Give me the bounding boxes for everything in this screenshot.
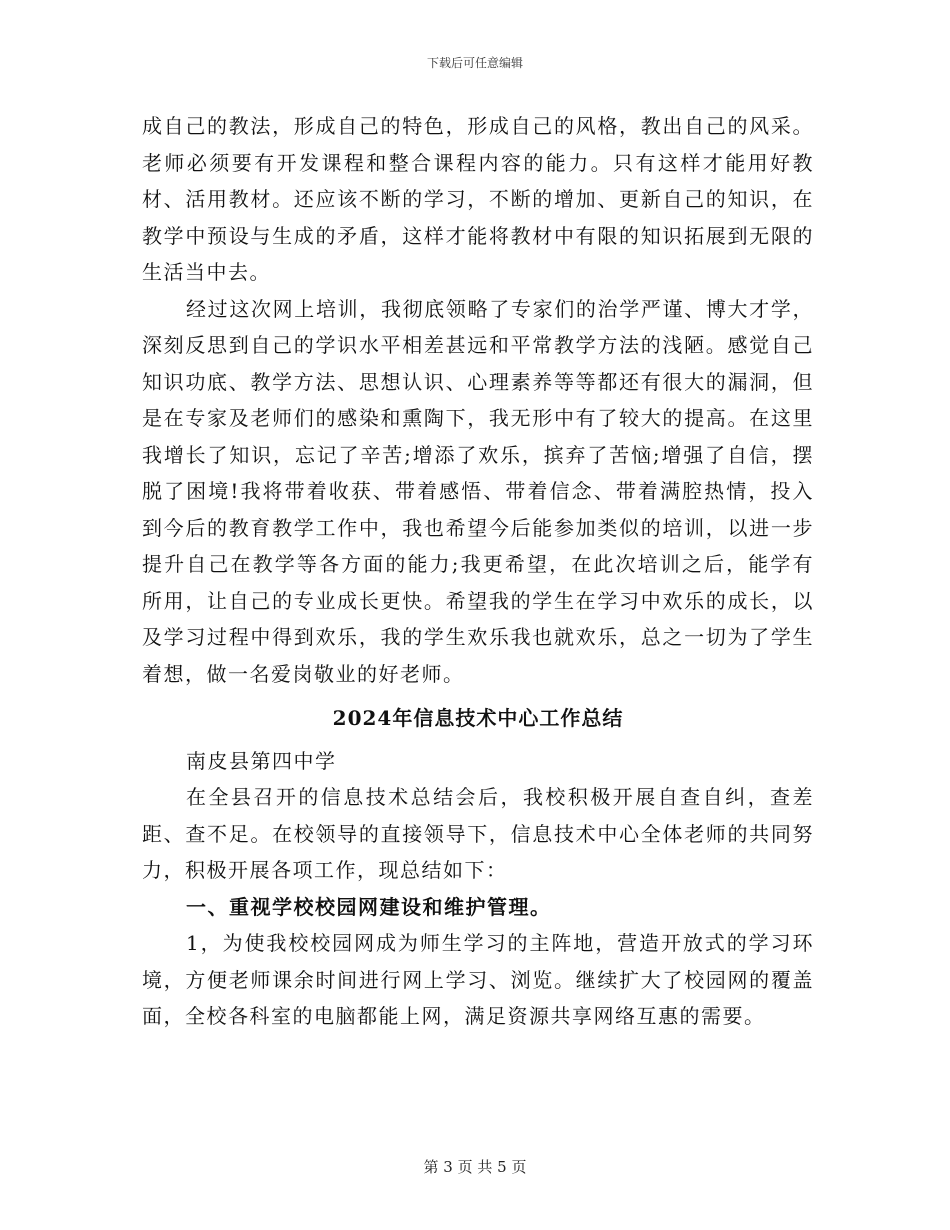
- paragraph-intro: 在全县召开的信息技术总结会后，我校积极开展自查自纠，查差距、查不足。在校领导的直接领导下，信息技术中心全体老师的共同努力，积极开展各项工作，现总结如下：: [142, 785, 814, 882]
- paragraph-continuation: 成自己的教法，形成自己的特色，形成自己的风格，教出自己的风采。老师必须要有开发课程和整合课程内容的能力。只有这样才能用好教材、活用教材。还应该不断的学习，不断的增加、更新自己的知识，在教学中预设与生成的矛盾，这样才能将教材中有限的知识拓展到无限的生活当中去。: [142, 114, 814, 284]
- paragraph-item-1: 1，为使我校校园网成为师生学习的主阵地，营造开放式的学习环境，方便老师课余时间进行网上学习、浏览。继续扩大了校园网的覆盖面，全校各科室的电脑都能上网，满足资源共享网络互惠的需要。: [142, 931, 814, 1028]
- page-header-note: 下载后可任意编辑: [426, 56, 523, 70]
- school-name: 南皮县第四中学: [186, 748, 337, 773]
- page-number: 第 3 页 共 5 页: [423, 1158, 527, 1176]
- subheading-campus-network: 一、重视学校校园网建设和维护管理。: [186, 894, 552, 919]
- paragraph-training-reflection: 经过这次网上培训，我彻底领略了专家们的治学严谨、博大才学，深刻反思到自己的学识水平相差甚远和平常教学方法的浅陋。感觉自己知识功底、教学方法、思想认识、心理素养等等都还有很大的漏洞，但是在专家及老师们的感染和熏陶下，我无形中有了较大的提高。在这里我增长了知识，忘记了辛苦;增添了欢乐，摈弃了苦恼;增强了自信，摆脱了困境!我将带着收获、带着感悟、带着信念、带着满腔热情，投入到今后的教育教学工作中，我也希望今后能参加类似的培训，以进一步提升自己在教学等各方面的能力;我更希望，在此次培训之后，能学有所用，让自己的专业成长更快。希望我的学生在学习中欢乐的成长，以及学习过程中得到欢乐，我的学生欢乐我也就欢乐，总之一切为了学生着想，做一名爱岗敬业的好老师。: [142, 296, 814, 686]
- section-title: 2024年信息技术中心工作总结: [332, 706, 624, 730]
- document-body: [142, 108, 814, 1035]
